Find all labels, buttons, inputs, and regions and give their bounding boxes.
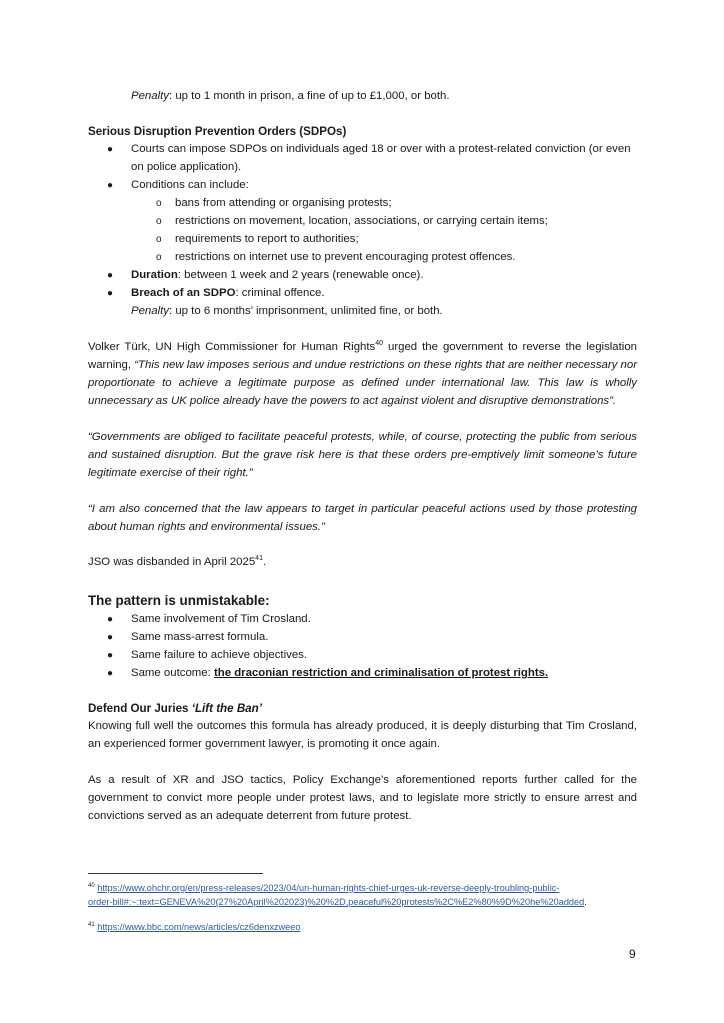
sdpo-bullet-2: Conditions can include: bbox=[131, 179, 249, 191]
penalty-label: Penalty bbox=[131, 90, 169, 102]
footnote-link-41[interactable]: https://www.bbc.com/news/articles/cz6denxzweeo bbox=[97, 922, 301, 932]
footnote-link-line2[interactable]: order-bill#:~:text=GENEVA%20(27%20April%202023)%20%2D,peaceful%20protests%2C%E2%80%9D%20he%20added bbox=[88, 897, 585, 907]
condition-item: restrictions on internet use to prevent encouraging protest offences. bbox=[175, 251, 516, 263]
footnote-41 bbox=[88, 920, 648, 934]
duration-text: : between 1 week and 2 years (renewable once). bbox=[177, 269, 424, 281]
circle-bullet-icon: o bbox=[156, 234, 162, 245]
footnote-number: 40 bbox=[88, 882, 95, 889]
pattern-outcome bbox=[131, 666, 548, 681]
footnote-40 bbox=[88, 881, 648, 909]
breach-text: : criminal offence. bbox=[235, 287, 325, 299]
penalty-text: : up to 1 month in prison, a fine of up to £1,000, or both. bbox=[169, 90, 450, 102]
bullet-icon: ● bbox=[107, 144, 114, 155]
outcome-emphasis: the draconian restriction and criminalisation of protest rights. bbox=[213, 667, 549, 679]
pattern-item: Same mass-arrest formula. bbox=[131, 631, 269, 643]
quote-1: “This new law imposes serious and undue restrictions on these rights that are neither necessary nor proportionate to achieve a legitimate purpose as defined under international law. This law is wholly unnecessary as UK police already have the powers to act against violent and disruptive demonstrations”. bbox=[88, 359, 637, 407]
bullet-icon: ● bbox=[107, 288, 114, 299]
sdpo-bullet-1-cont: on police application). bbox=[131, 161, 242, 173]
defend-heading-italic: ‘Lift the Ban’ bbox=[191, 702, 262, 715]
breach-line bbox=[131, 286, 325, 301]
circle-bullet-icon: o bbox=[156, 198, 162, 209]
sdpo-bullet-1: Courts can impose SDPOs on individuals aged 18 or over with a protest-related conviction (or even bbox=[131, 143, 631, 155]
footnote-divider bbox=[88, 873, 263, 874]
footnote-link-line1[interactable]: https://www.ohchr.org/en/press-releases/2023/04/un-human-rights-chief-urges-uk-reverse-deeply-troubling-public- bbox=[97, 883, 560, 893]
bullet-icon: ● bbox=[107, 650, 114, 661]
circle-bullet-icon: o bbox=[156, 252, 162, 263]
footnote-end: . bbox=[584, 897, 587, 907]
condition-item: requirements to report to authorities; bbox=[175, 233, 359, 245]
bullet-icon: ● bbox=[107, 614, 114, 625]
condition-item: bans from attending or organising protests; bbox=[175, 197, 392, 209]
circle-bullet-icon: o bbox=[156, 216, 162, 227]
footnote-link-40[interactable] bbox=[88, 883, 584, 907]
page-number: 9 bbox=[629, 947, 636, 961]
pattern-item: Same failure to achieve objectives. bbox=[131, 649, 308, 661]
pattern-heading: The pattern is unmistakable: bbox=[88, 593, 270, 608]
breach-label: Breach of an SDPO bbox=[131, 287, 236, 299]
duration-line bbox=[131, 268, 424, 283]
jso-end: . bbox=[262, 556, 267, 568]
defend-heading bbox=[88, 701, 262, 716]
quote-2: “Governments are obliged to facilitate peaceful protests, while, of course, protecting the public from serious and sustained disruption. But the grave risk here is that these orders pre-emptively limit someone’s future legitimate exercise of their right.” bbox=[88, 431, 637, 479]
jso-text: JSO was disbanded in April 2025 bbox=[88, 556, 256, 568]
turk-intro: Volker Türk, UN High Commissioner for Human Rights bbox=[88, 341, 376, 353]
pattern-item: Same involvement of Tim Crosland. bbox=[131, 613, 311, 625]
bullet-icon: ● bbox=[107, 270, 114, 281]
breach-penalty-line bbox=[131, 304, 443, 319]
duration-label: Duration bbox=[131, 269, 178, 281]
penalty-text: : up to 6 months’ imprisonment, unlimited fine, or both. bbox=[169, 305, 443, 317]
footnote-ref[interactable]: 41 bbox=[255, 555, 263, 563]
quote-3: “I am also concerned that the law appears to target in particular peaceful actions used by those protesting about human rights and environmental issues.” bbox=[88, 503, 637, 533]
defend-heading-text: Defend Our Juries bbox=[88, 702, 192, 715]
sdpo-heading: Serious Disruption Prevention Orders (SDPOs) bbox=[88, 125, 347, 138]
turk-paragraph bbox=[88, 338, 637, 410]
jso-line bbox=[88, 555, 266, 570]
condition-item: restrictions on movement, location, associations, or carrying certain items; bbox=[175, 215, 548, 227]
penalty-label: Penalty bbox=[131, 305, 169, 317]
footnote-number: 41 bbox=[88, 921, 95, 928]
bullet-icon: ● bbox=[107, 668, 114, 679]
bullet-icon: ● bbox=[107, 632, 114, 643]
penalty-line bbox=[131, 89, 450, 104]
defend-paragraph-1: Knowing full well the outcomes this formula has already produced, it is deeply disturbing that Tim Crosland, an experienced former government lawyer, is promoting it once again. bbox=[88, 720, 637, 750]
footnote-ref[interactable]: 40 bbox=[375, 340, 384, 348]
turk-intro-cont: urged the government to reverse the legislation warning, bbox=[88, 341, 637, 371]
defend-paragraph-2: As a result of XR and JSO tactics, Policy Exchange’s aforementioned reports further called for the government to convict more people under protest laws, and to legislate more strictly to ensure arrest and convictions served as an adequate deterrent from future protest. bbox=[88, 774, 637, 822]
bullet-icon: ● bbox=[107, 180, 114, 191]
outcome-label: Same outcome: bbox=[131, 667, 214, 679]
